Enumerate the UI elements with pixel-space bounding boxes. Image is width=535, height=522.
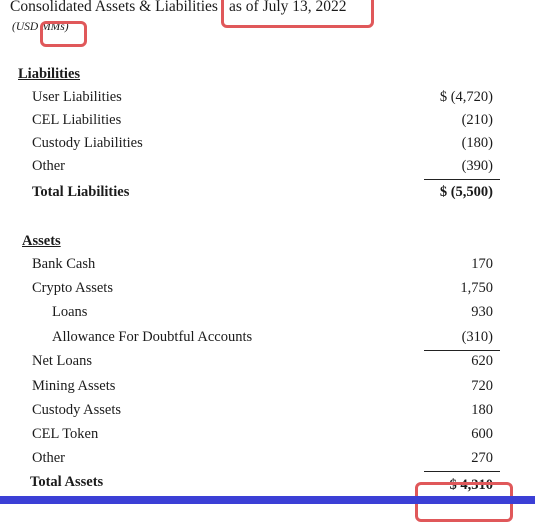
total-liabilities-label: Total Liabilities [32,184,130,200]
liability-label: Custody Liabilities [32,135,143,151]
asset-value: 270 [471,450,493,466]
asset-label: Custody Assets [32,402,122,418]
liability-label: User Liabilities [32,89,122,105]
bottom-highlight-bar [0,496,535,504]
assets-heading: Assets [22,233,61,249]
total-assets-label: Total Assets [30,474,104,490]
asset-value: 930 [471,304,493,320]
asset-label: Allowance For Doubtful Accounts [52,329,253,345]
liability-label: Other [32,158,66,174]
liability-value: (390) [461,158,493,174]
asset-value: 180 [471,402,493,418]
statement-title: Consolidated Assets & Liabilities [10,0,218,15]
asset-value: 600 [471,426,493,442]
asset-value: 720 [471,378,493,394]
asset-label: Loans [52,304,88,320]
liability-value: (180) [461,135,493,151]
asset-label: Bank Cash [32,256,96,272]
asset-value: (310) [461,329,493,345]
liability-value: $ (4,720) [439,89,493,105]
asset-label: Other [32,450,66,466]
highlight-box-date [221,0,374,28]
total-assets-value: $ 4,310 [449,477,493,493]
units-label: (USD MMs) [12,21,69,33]
asset-value: 170 [471,256,493,272]
asset-label: Crypto Assets [32,280,113,296]
subtotal-rule [424,179,500,180]
as-of-date: as of July 13, 2022 [229,0,347,15]
asset-label: Mining Assets [32,378,116,394]
liabilities-heading: Liabilities [18,66,81,82]
asset-label: Net Loans [32,353,92,369]
asset-value: 1,750 [460,280,493,296]
highlight-box-units [40,21,87,47]
asset-value: 620 [471,353,493,369]
asset-label: CEL Token [32,426,99,442]
liability-value: (210) [461,112,493,128]
subtotal-rule [424,471,500,472]
subtotal-rule [424,350,500,351]
liability-label: CEL Liabilities [32,112,122,128]
total-liabilities-value: $ (5,500) [439,184,493,200]
